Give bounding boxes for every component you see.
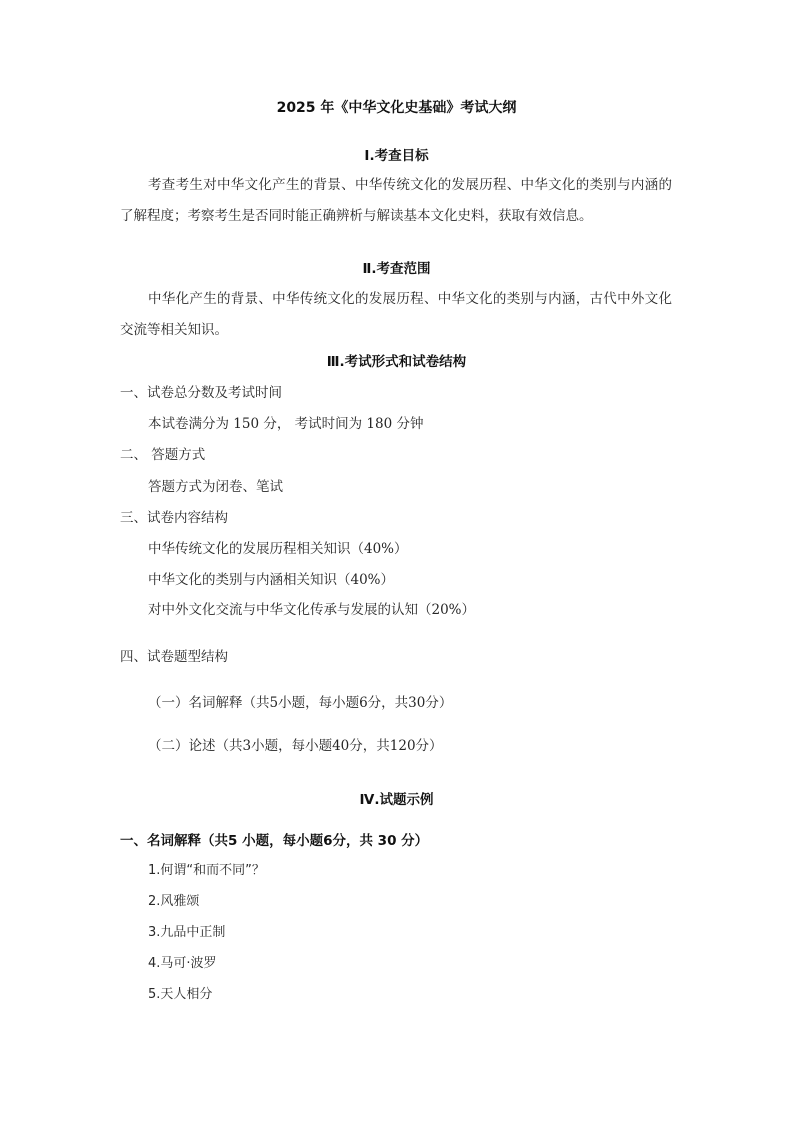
paragraph-line: 了解程度；考察考生是否同时能正确辨析与解读基本文化史料，获取有效信息。	[120, 208, 593, 224]
paragraph-line: 交流等相关知识。	[120, 322, 228, 338]
list-item-detail: 中华文化的类别与内涵相关知识（40%）	[148, 572, 395, 588]
paragraph-line: 考查考生对中华文化产生的背景、中华传统文化的发展历程、中华文化的类别与内涵的	[148, 177, 672, 193]
list-item-detail: 本试卷满分为 150 分， 考试时间为 180 分钟	[148, 416, 424, 432]
list-item-detail: 中华传统文化的发展历程相关知识（40%）	[148, 541, 408, 557]
question-item: 3.九品中正制	[148, 925, 226, 940]
question-item: 1.何谓“和而不同”？	[148, 863, 265, 878]
list-item-detail: （一）名词解释（共5小题，每小题6分，共30分）	[148, 695, 453, 711]
question-group-heading: 一、名词解释（共5 小题，每小题6分，共 30 分）	[120, 833, 429, 849]
question-item: 4.马可·波罗	[148, 956, 217, 971]
list-item-detail: 答题方式为闭卷、笔试	[148, 479, 283, 495]
list-item-label: 四、试卷题型结构	[120, 649, 228, 665]
list-item-detail: （二）论述（共3小题，每小题40分，共120分）	[148, 738, 443, 754]
paragraph-line: 中华化产生的背景、中华传统文化的发展历程、中华文化的类别与内涵，古代中外文化	[148, 291, 672, 307]
section-heading-examples: Ⅳ.试题示例	[359, 792, 434, 808]
list-item-detail: 对中外文化交流与中华文化传承与发展的认知（20%）	[148, 602, 476, 618]
section-heading-scope: Ⅱ.考查范围	[362, 261, 431, 277]
section-heading-format: Ⅲ.考试形式和试卷结构	[326, 354, 467, 370]
list-item-label: 三、试卷内容结构	[120, 510, 228, 526]
document-title: 2025 年《中华文化史基础》考试大纲	[276, 100, 517, 116]
list-item-label: 二、 答题方式	[120, 447, 206, 463]
list-item-label: 一、试卷总分数及考试时间	[120, 385, 282, 401]
question-item: 5.天人相分	[148, 987, 213, 1002]
section-heading-objectives: Ⅰ.考查目标	[364, 148, 429, 164]
question-item: 2.风雅颂	[148, 894, 200, 909]
